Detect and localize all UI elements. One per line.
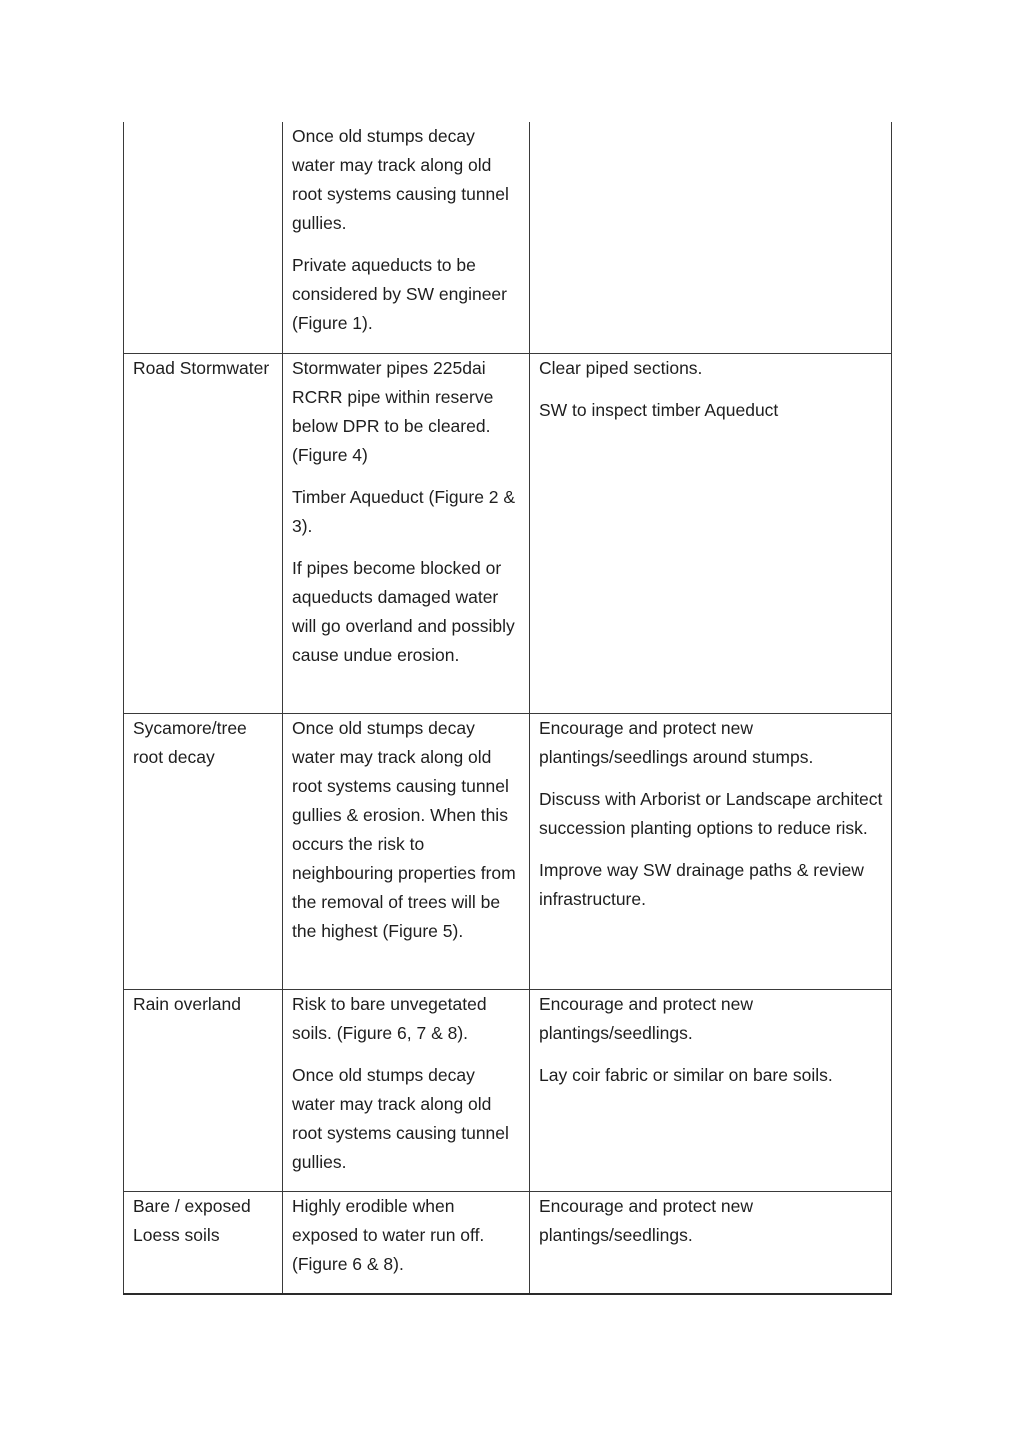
- risk-paragraph: Once old stumps decay water may track along old root systems causing tunnel gullies.: [292, 126, 509, 233]
- action-paragraph: Clear piped sections.: [539, 357, 703, 378]
- action-paragraph: Encourage and protect new plantings/seedlings.: [539, 1195, 754, 1245]
- action-paragraph: Lay coir fabric or similar on bare soils.: [539, 1064, 833, 1085]
- hazard-cell: [124, 713, 283, 989]
- table-row: [124, 353, 892, 713]
- action-cell: [530, 989, 892, 1191]
- risk-paragraph: Highly erodible when exposed to water run off. (Figure 6 & 8).: [292, 1195, 485, 1274]
- hazard-cell: [124, 989, 283, 1191]
- hazard-label: Sycamore/tree root decay: [133, 717, 247, 767]
- risk-table-container: [123, 122, 891, 1295]
- risk-paragraph: Private aqueducts to be considered by SW engineer (Figure 1).: [292, 255, 507, 333]
- action-cell: [530, 713, 892, 989]
- risk-paragraph: Stormwater pipes 225dai RCRR pipe within reserve below DPR to be cleared. (Figure 4): [292, 357, 494, 465]
- action-cell: [530, 353, 892, 713]
- table-row: [124, 1191, 892, 1294]
- risk-paragraph: If pipes become blocked or aqueducts damaged water will go overland and possibly cause undue erosion.: [292, 557, 515, 665]
- risk-cell: [283, 122, 530, 353]
- action-paragraph: Discuss with Arborist or Landscape architect succession planting options to reduce risk.: [539, 788, 883, 838]
- hazard-label: Rain overland: [133, 993, 241, 1014]
- risk-paragraph: Once old stumps decay water may track along old root systems causing tunnel gullies.: [292, 1064, 509, 1172]
- risk-cell: [283, 353, 530, 713]
- risk-table: [123, 122, 892, 1295]
- action-paragraph: SW to inspect timber Aqueduct: [539, 399, 779, 420]
- hazard-cell: [124, 1191, 283, 1294]
- action-paragraph: Encourage and protect new plantings/seedlings around stumps.: [539, 717, 814, 767]
- action-paragraph: Improve way SW drainage paths & review infrastructure.: [539, 859, 864, 909]
- action-cell: [530, 122, 892, 353]
- risk-paragraph: Risk to bare unvegetated soils. (Figure 6, 7 & 8).: [292, 993, 487, 1043]
- hazard-label: Road Stormwater: [133, 357, 270, 378]
- risk-cell: [283, 989, 530, 1191]
- action-cell: [530, 1191, 892, 1294]
- risk-cell: [283, 713, 530, 989]
- risk-paragraph: Once old stumps decay water may track along old root systems causing tunnel gullies & erosion. When this occurs the risk to neighbouring properties from the removal of trees will be the highest (Figure 5).: [292, 717, 516, 941]
- risk-paragraph: Timber Aqueduct (Figure 2 & 3).: [292, 486, 516, 536]
- hazard-cell: [124, 353, 283, 713]
- table-row: [124, 122, 892, 353]
- table-row: [124, 989, 892, 1191]
- hazard-cell: [124, 122, 283, 353]
- action-paragraph: Encourage and protect new plantings/seedlings.: [539, 993, 754, 1043]
- risk-cell: [283, 1191, 530, 1294]
- table-row: [124, 713, 892, 989]
- hazard-label: Bare / exposed Loess soils: [133, 1195, 251, 1245]
